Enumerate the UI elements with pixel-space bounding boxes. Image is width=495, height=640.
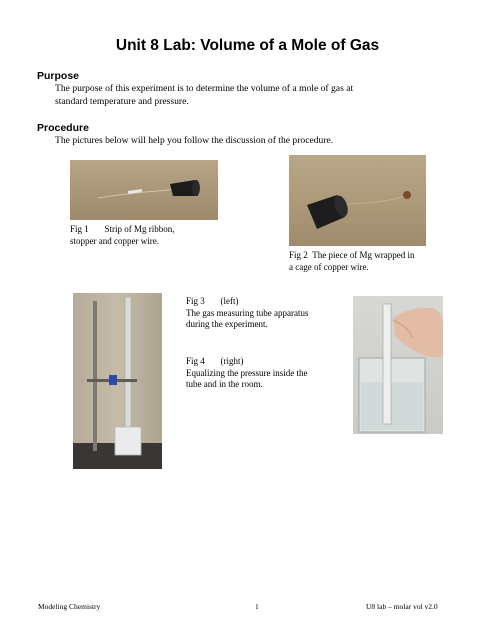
- purpose-line-1: The purpose of this experiment is to determine the volume of a mole of gas at: [55, 83, 354, 94]
- procedure-heading: Procedure: [37, 122, 89, 134]
- fig1-label: Fig 1: [70, 224, 89, 234]
- fig3-caption: [186, 296, 308, 331]
- fig2-caption-line-1: [289, 250, 414, 262]
- fig3-position: (left): [220, 296, 239, 306]
- mg-ribbon-stopper-image: [70, 160, 218, 220]
- page-title: Unit 8 Lab: Volume of a Mole of Gas: [115, 37, 380, 54]
- fig4-caption-line-3: tube and in the room.: [186, 379, 263, 389]
- fig4-caption: [186, 356, 307, 391]
- footer-page-number: 1: [255, 602, 259, 611]
- gas-tube-apparatus-image: [73, 293, 162, 469]
- pressure-equalizing-image: [353, 296, 443, 434]
- fig2-label: Fig 2: [289, 250, 308, 260]
- fig2-caption: [289, 250, 414, 273]
- fig4-label: Fig 4: [186, 356, 205, 366]
- fig2-caption-line-2: a cage of copper wire.: [289, 261, 369, 272]
- purpose-heading: Purpose: [37, 70, 80, 82]
- fig3-label: Fig 3: [186, 296, 205, 306]
- fig4-position: (right): [220, 356, 244, 366]
- fig3-caption-line-1: [186, 296, 308, 308]
- fig4-caption-line-1: [186, 356, 307, 368]
- fig1-caption: [70, 224, 175, 247]
- fig1-caption-line-1: [70, 224, 175, 236]
- footer-right: U8 lab – molar vol v2.0: [366, 602, 438, 611]
- fig3-caption-line-3: during the experiment.: [186, 319, 268, 329]
- fig3-photo: [73, 293, 162, 469]
- fig2-photo: [289, 155, 426, 246]
- fig4-photo: [353, 296, 443, 434]
- mg-copper-cage-image: [289, 155, 426, 246]
- footer-left: Modeling Chemistry: [38, 602, 101, 611]
- purpose-text: [55, 83, 353, 108]
- fig2-text: The piece of Mg wrapped in: [312, 250, 415, 260]
- procedure-text: The pictures below will help you follow the discussion of the procedure.: [55, 135, 334, 146]
- fig4-caption-line-2: Equalizing the pressure inside the: [186, 367, 308, 378]
- fig1-photo: [70, 160, 218, 220]
- fig3-caption-line-2: The gas measuring tube apparatus: [186, 307, 309, 318]
- purpose-line-2: standard temperature and pressure.: [55, 95, 189, 107]
- fig1-text: Strip of Mg ribbon,: [104, 224, 175, 234]
- fig1-caption-line-2: stopper and copper wire.: [70, 235, 159, 246]
